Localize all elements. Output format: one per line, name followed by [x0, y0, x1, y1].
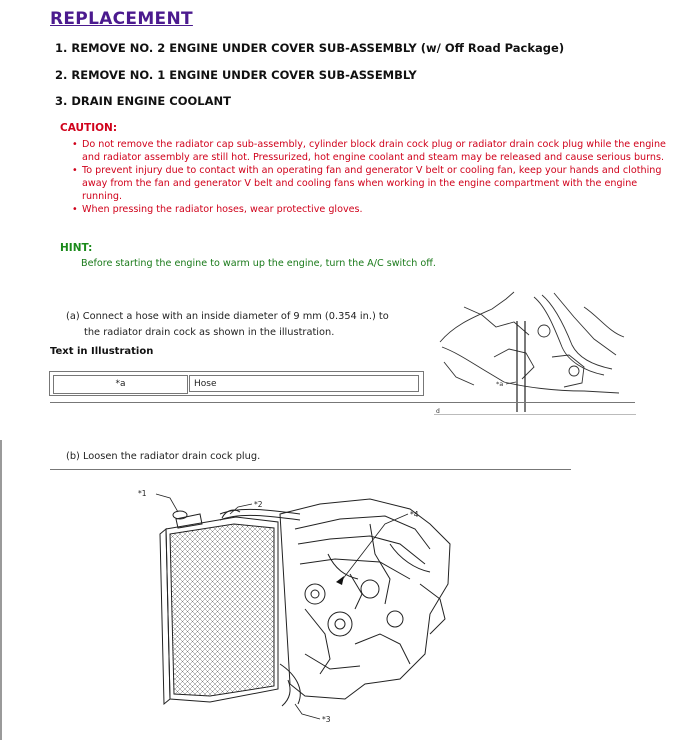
step-1: 1. REMOVE NO. 2 ENGINE UNDER COVER SUB-ASSEMBLY (w/ Off Road Package) [55, 41, 565, 55]
caution-text: To prevent injury due to contact with an operating fan and generator V belt or cooling fan, keep your hands and clothing away from the fan and generator V belt and cooling fans when working in the engine compartment with the engine running. [82, 165, 662, 202]
radiator-engine-illustration [130, 484, 460, 729]
caution-text: When pressing the radiator hoses, wear protective gloves. [82, 204, 363, 215]
bullet-icon: • [72, 165, 78, 176]
bullet-icon: • [72, 139, 78, 150]
step-2: 2. REMOVE NO. 1 ENGINE UNDER COVER SUB-ASSEMBLY [55, 68, 417, 82]
illustration-text-table [49, 371, 424, 396]
bullet-icon: • [72, 204, 78, 215]
hint-text: Before starting the engine to warm up the engine, turn the A/C switch off. [81, 258, 436, 269]
caution-text: Do not remove the radiator cap sub-assembly, cylinder block drain cock plug or radiator drain cock plug while the engine and radiator assembly are still hot. Pressurized, hot engine coolant and steam may be released and cause serious burns. [82, 139, 666, 163]
section-divider [50, 402, 635, 403]
illustration-1-callout: *a [496, 380, 504, 388]
hose-illustration [434, 287, 636, 415]
callout-label: *3 [322, 715, 331, 724]
illustration-text-title: Text in Illustration [50, 346, 154, 357]
illustration-1-mark: d [436, 408, 440, 415]
callout-label: *4 [410, 510, 419, 519]
caution-item [72, 164, 672, 203]
substep-b: (b) Loosen the radiator drain cock plug. [66, 451, 261, 462]
substep-a-line2: the radiator drain cock as shown in the illustration. [84, 327, 335, 338]
substep-a-line1: (a) Connect a hose with an inside diameter of 9 mm (0.354 in.) to [66, 311, 389, 322]
caution-title: CAUTION: [60, 122, 118, 134]
section-divider [50, 469, 571, 470]
callout-label: *1 [138, 489, 147, 498]
caution-list [72, 138, 672, 216]
callout-label: *2 [254, 500, 263, 509]
substep-a [66, 309, 436, 341]
table-cell-callout: *a [53, 375, 188, 394]
page-title: REPLACEMENT [50, 9, 193, 29]
page-edge-rule [0, 440, 2, 740]
caution-item [72, 203, 672, 216]
caution-item [72, 138, 672, 164]
table-cell-description: Hose [189, 375, 419, 392]
hint-title: HINT: [60, 242, 93, 254]
step-3: 3. DRAIN ENGINE COOLANT [55, 94, 231, 108]
